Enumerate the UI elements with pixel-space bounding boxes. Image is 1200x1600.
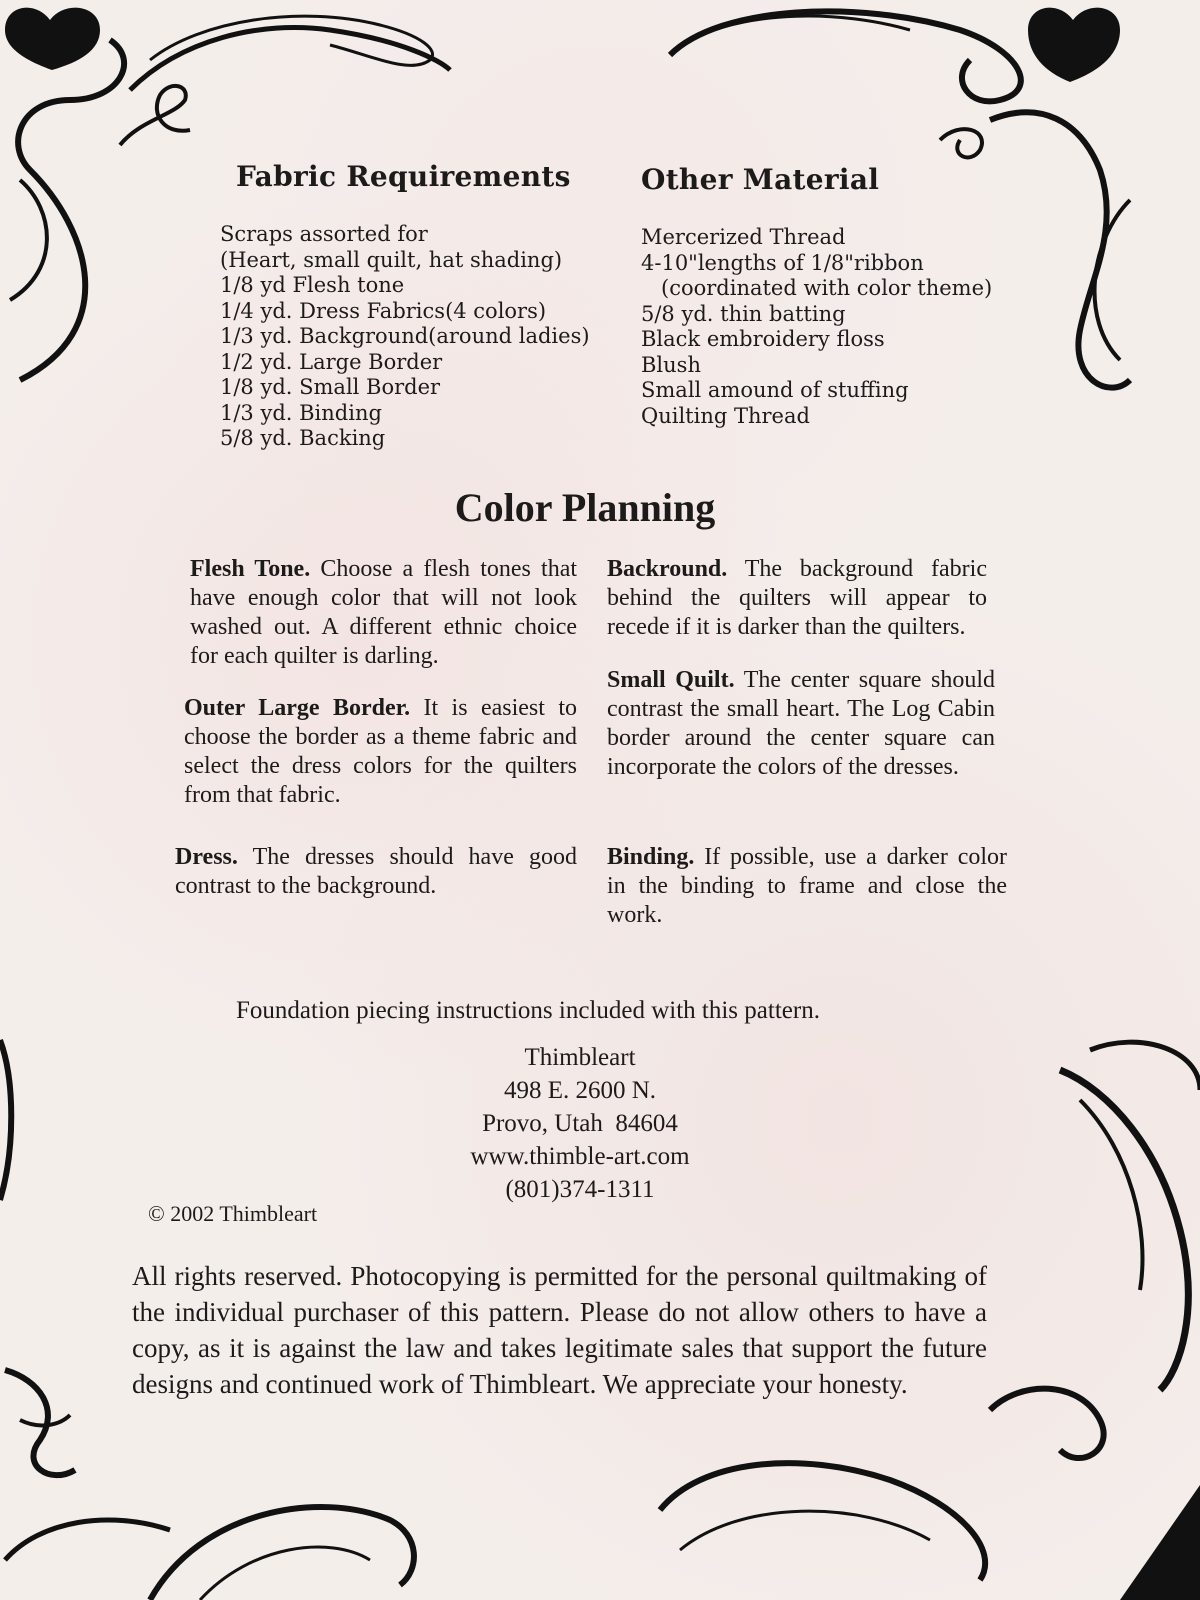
dress-text: The dresses should have good contrast to the background. <box>175 844 577 899</box>
contact-website[interactable]: www.thimble-art.com <box>470 1143 690 1170</box>
background-paragraph <box>607 555 987 642</box>
heart-icon <box>1120 1485 1200 1600</box>
heart-icon <box>1028 8 1120 82</box>
background-text: The background fabric behind the quilters will appear to recede if it is darker than the quilters. <box>607 556 987 640</box>
contact-street: 498 E. 2600 N. <box>503 1077 657 1104</box>
other-item: Small amound of stuffing <box>641 378 909 402</box>
flesh-tone-label: Flesh Tone. <box>190 556 311 582</box>
binding-paragraph <box>607 843 1007 930</box>
other-item: 5/8 yd. thin batting <box>641 301 846 326</box>
outer-border-label: Outer Large Border. <box>184 695 411 721</box>
other-item: 4-10"lengths of 1/8"ribbon <box>641 250 924 275</box>
contact-phone: (801)374-1311 <box>505 1176 655 1203</box>
small-quilt-label: Small Quilt. <box>607 667 735 693</box>
fabric-item: Scraps assorted for <box>220 222 428 246</box>
fabric-item: 1/8 yd. Small Border <box>220 375 441 399</box>
flesh-tone-text: Choose a flesh tones that have enough color that will not look washed out. A different ethnic choice for each quilter is darling. <box>190 556 578 669</box>
binding-text: If possible, use a darker color in the binding to frame and close the work. <box>607 844 1008 928</box>
rights-paragraph: All rights reserved. Photocopying is permitted for the personal quiltmaking of the individual purchaser of this pattern. Please do not allow others to have a copy, as it is against the law and takes legitimate sales that support the future designs and continued work of Thimbleart. We appreciate your honesty. <box>132 1261 987 1399</box>
fabric-requirements-list <box>220 222 590 452</box>
other-item: (coordinated with color theme) <box>661 276 993 300</box>
fabric-item: 1/2 yd. Large Border <box>220 349 443 374</box>
heart-icon <box>5 8 100 70</box>
other-item: Quilting Thread <box>641 403 810 428</box>
binding-label: Binding. <box>607 844 695 870</box>
flourish-left-middle <box>0 1030 30 1210</box>
other-item: Black embroidery floss <box>641 327 885 351</box>
flesh-tone-paragraph <box>190 555 577 671</box>
other-material-list <box>641 225 992 429</box>
outer-border-paragraph <box>184 694 577 810</box>
contact-block <box>380 1041 780 1206</box>
other-item: Mercerized Thread <box>641 225 846 249</box>
fabric-item: 1/8 yd Flesh tone <box>220 273 405 297</box>
background-label: Backround. <box>607 556 728 582</box>
small-quilt-text: The center square should contrast the small heart. The Log Cabin border around the center square can incorporate the colors of the dresses. <box>607 667 995 780</box>
dress-paragraph <box>175 843 577 901</box>
contact-city: Provo, Utah 84604 <box>482 1110 678 1137</box>
fabric-item: (Heart, small quilt, hat shading) <box>220 247 563 272</box>
small-quilt-paragraph <box>607 666 995 782</box>
fabric-item: 5/8 yd. Backing <box>220 426 386 450</box>
copyright-notice: © 2002 Thimbleart <box>148 1201 318 1226</box>
other-material-heading: Other Material <box>641 163 880 196</box>
color-planning-title: Color Planning <box>454 485 716 530</box>
fabric-requirements-heading: Fabric Requirements <box>236 160 571 193</box>
fabric-item: 1/4 yd. Dress Fabrics(4 colors) <box>220 298 547 323</box>
fabric-item: 1/3 yd. Background(around ladies) <box>220 324 590 348</box>
dress-label: Dress. <box>175 844 238 870</box>
other-item: Blush <box>641 352 701 377</box>
foundation-note: Foundation piecing instructions included with this pattern. <box>236 997 820 1024</box>
contact-name: Thimbleart <box>524 1044 636 1071</box>
fabric-item: 1/3 yd. Binding <box>220 400 382 425</box>
outer-border-text: It is easiest to choose the border as a theme fabric and select the dress colors for the quilters from that fabric. <box>184 695 577 808</box>
